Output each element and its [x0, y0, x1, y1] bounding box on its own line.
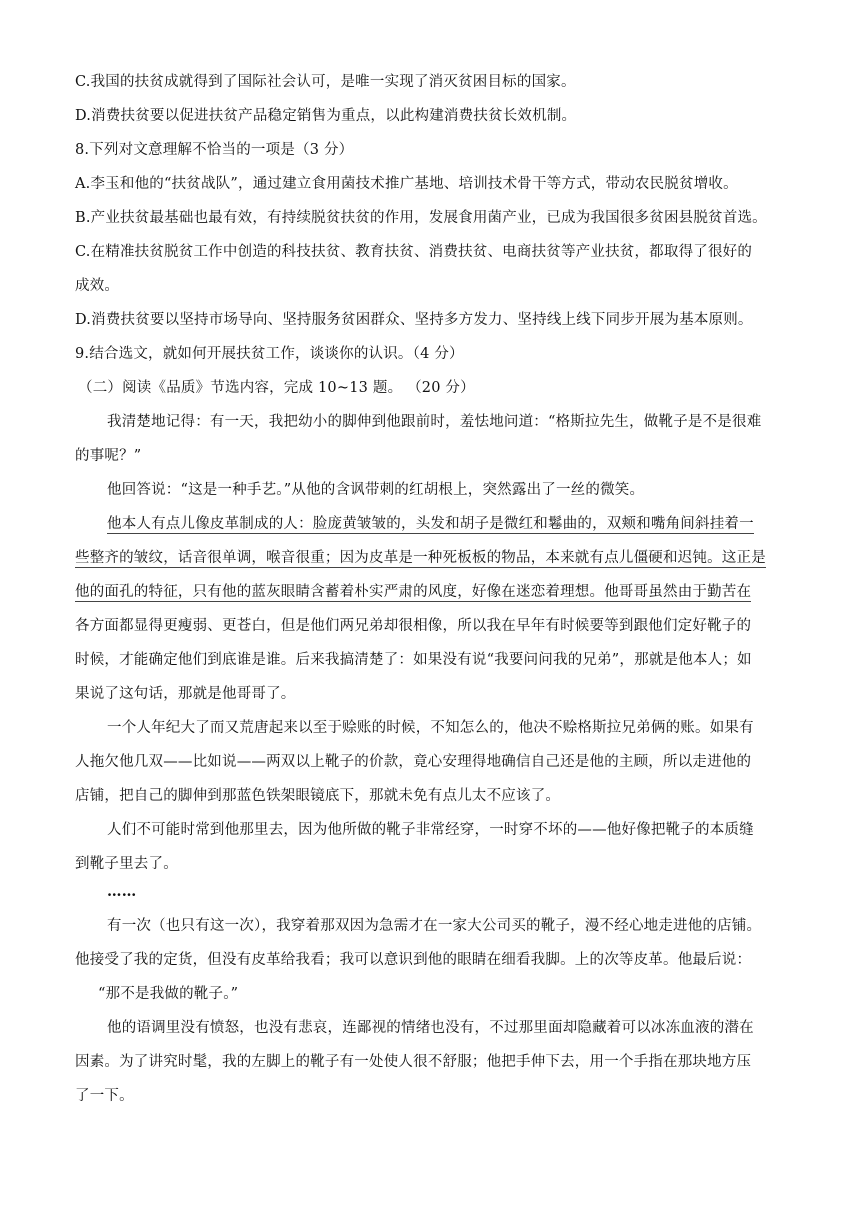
paragraph-line: 他的语调里没有愤怒，也没有悲哀，连鄙视的情绪也没有，不过那里面却隐藏着可以冰冻血液的潜在	[107, 1020, 754, 1036]
option-a-q8: A.李玉和他的“扶贫战队”，通过建立食用菌技术推广基地、培训技术骨干等方式，带动农民脱贫增收。	[75, 176, 738, 192]
option-d-q8: D.消费扶贫要以坚持市场导向、坚持服务贫困群众、坚持多方发力、坚持线上线下同步开展为基本原则。	[75, 312, 753, 328]
paragraph-line: 人拖欠他几双——比如说——两双以上靴子的价款，竟心安理得地确信自己还是他的主顾，所以走进他的	[75, 754, 752, 770]
quoted-speech: “那不是我做的靴子。”	[98, 986, 239, 1002]
paragraph-line: 人们不可能时常到他那里去，因为他所做的靴子非常经穿，一时穿不坏的——他好像把靴子的本质缝	[107, 822, 754, 838]
option-c-q8-cont: 成效。	[75, 278, 120, 294]
underlined-text: 些整齐的皱纹，话音很单调，喉音很重；因为皮革是一种死板板的物品，本来就有点儿僵硬和迟钝。这正是	[75, 550, 766, 566]
option-d-q7: D.消费扶贫要以促进扶贫产品稳定销售为重点，以此构建消费扶贫长效机制。	[75, 108, 577, 124]
paragraph-line: 店铺，把自己的脚伸到那蓝色铁架眼镜底下，那就未免有点儿太不应该了。	[75, 788, 561, 804]
paragraph-line: 了一下。	[75, 1088, 134, 1104]
underlined-paragraph-line	[75, 582, 751, 602]
section-heading: （二）阅读《品质》节选内容，完成 10~13 题。 （20 分）	[78, 380, 475, 396]
paragraph-line: 我清楚地记得：有一天，我把幼小的脚伸到他跟前时，羞怯地问道：“格斯拉先生，做靴子是不是很难	[107, 414, 762, 430]
question-9: 9.结合选文，就如何开展扶贫工作，谈谈你的认识。（4 分）	[75, 346, 464, 362]
paragraph-line: 到靴子里去了。	[75, 856, 178, 872]
ellipsis: ……	[107, 883, 137, 900]
paragraph-line: 果说了这句话，那就是他哥哥了。	[75, 686, 296, 702]
underlined-text: 他的面孔的特征，只有他的蓝灰眼睛含蓄着朴实严肃的风度，好像在迷恋着理想。他哥哥虽然由于勤苦在	[75, 584, 752, 600]
option-b-q8: B.产业扶贫最基础也最有效，有持续脱贫扶贫的作用，发展食用菌产业，已成为我国很多贫困县脱贫首选。	[75, 210, 767, 226]
paragraph-line: 时候，才能确定他们到底谁是谁。后来我搞清楚了：如果没有说“我要问问我的兄弟”，那就是他本人；如	[75, 652, 752, 668]
paragraph-line: 的事呢？”	[75, 448, 142, 464]
option-c-q7: C.我国的扶贫成就得到了国际社会认可，是唯一实现了消灭贫困目标的国家。	[75, 74, 576, 90]
paragraph-line: 各方面都显得更瘦弱、更苍白，但是他们两兄弟却很相像，所以我在早年有时候要等到跟他们定好靴子的	[75, 618, 752, 634]
option-c-q8: C.在精准扶贫脱贫工作中创造的科技扶贫、教育扶贫、消费扶贫、电商扶贫等产业扶贫，都取得了很好的	[75, 244, 753, 260]
paragraph-line: 有一次（也只有这一次），我穿着那双因为急需才在一家大公司买的靴子，漫不经心地走进他的店铺。	[107, 918, 762, 934]
paragraph-line: 他回答说：“这是一种手艺。”从他的含讽带刺的红胡根上，突然露出了一丝的微笑。	[107, 482, 645, 498]
underlined-paragraph-line	[107, 514, 754, 534]
underlined-text: 他本人有点儿像皮革制成的人：脸庞黄皱皱的，头发和胡子是微红和鬈曲的，双颊和嘴角间斜挂着一	[107, 516, 754, 532]
underlined-paragraph-line	[75, 548, 766, 568]
question-8: 8.下列对文意理解不恰当的一项是（3 分）	[75, 142, 354, 158]
paragraph-line: 因素。为了讲究时髦，我的左脚上的靴子有一处使人很不舒服；他把手伸下去，用一个手指在那块地方压	[75, 1054, 752, 1070]
paragraph-line: 他接受了我的定货，但没有皮革给我看；我可以意识到他的眼睛在细看我脚。上的次等皮革。他最后说：	[75, 952, 752, 968]
paragraph-line: 一个人年纪大了而又荒唐起来以至于赊账的时候，不知怎么的，他决不赊格斯拉兄弟俩的账。如果有	[107, 720, 754, 736]
